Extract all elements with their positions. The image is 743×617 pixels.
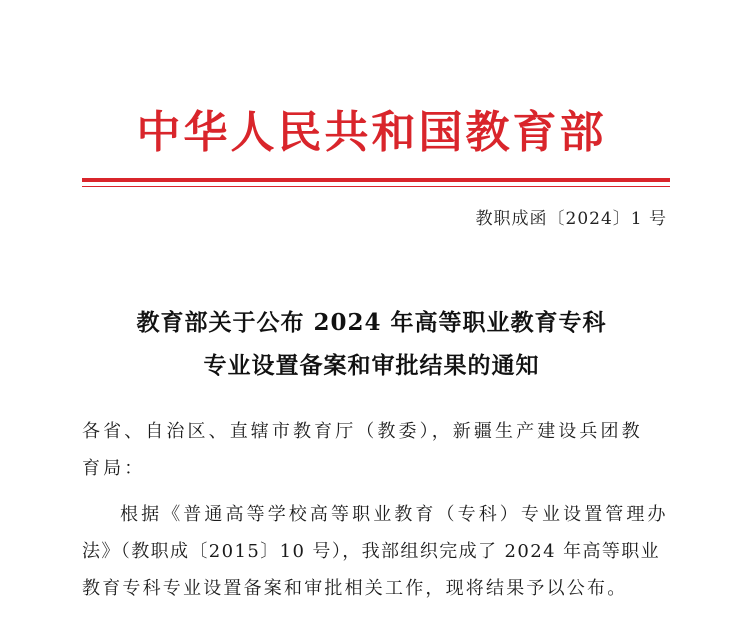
red-rule-thick: [82, 178, 670, 182]
paragraph-1-line-1: 根据《普通高等学校高等职业教育（专科）专业设置管理办: [120, 504, 669, 525]
salutation-line-2: 育局：: [82, 458, 146, 479]
document-title-line-2: 专业设置备案和审批结果的通知: [203, 352, 540, 379]
paragraph-1-line-3: 教育专科专业设置备案和审批相关工作，现将结果予以公布。: [82, 578, 628, 599]
document-title-line-1: 教育部关于公布 2024 年高等职业教育专科: [136, 309, 607, 336]
salutation-line-1: 各省、自治区、直辖市教育厅（教委），新疆生产建设兵团教: [82, 421, 643, 442]
red-rule-thin: [82, 186, 670, 187]
document-number: 教职成函〔2024〕1 号: [475, 209, 667, 229]
paragraph-1-line-2: 法》（教职成〔2015〕10 号），我部组织完成了 2024 年高等职业: [82, 541, 661, 562]
issuer-masthead: 中华人民共和国教育部: [136, 107, 607, 158]
